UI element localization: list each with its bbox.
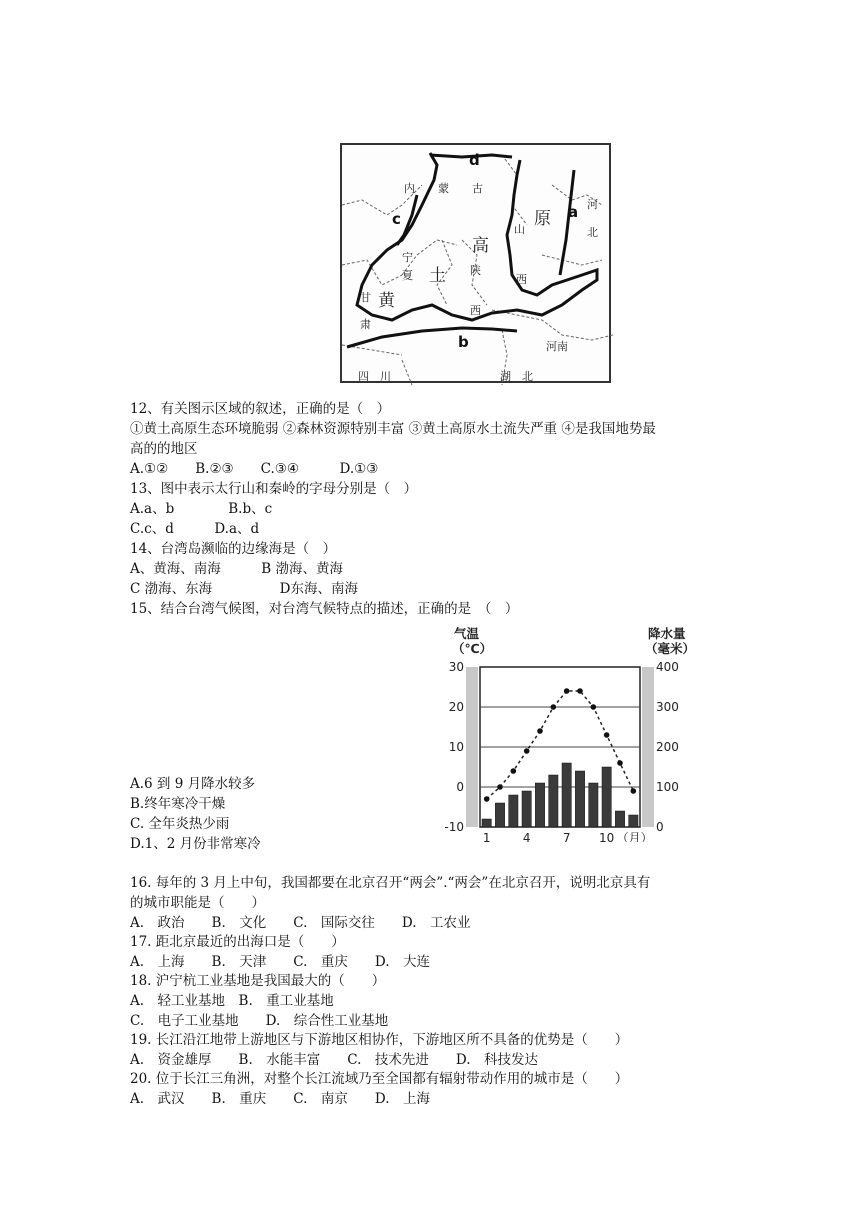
plateau-char-gao: 高 [472,236,489,256]
map-letter-a: a [568,203,579,221]
precip-tick-label: 200 [656,740,679,754]
q16-options: A. 政治 B. 文化 C. 国际交往 D. 工农业 [130,915,471,931]
precip-tick-label: 0 [656,820,664,834]
x-tick-label: 10 [599,831,615,842]
map-label-henan: 河南 [546,340,568,353]
precip-bar [535,783,544,827]
precip-bar [589,783,598,827]
temp-tick-label: 30 [448,660,464,674]
precip-bar [509,795,518,827]
temperature-point [484,796,490,802]
q15-option-a: A.6 到 9 月降水较多 [130,776,256,792]
q20-options: A. 武汉 B. 重庆 C. 南京 D. 上海 [130,1091,431,1107]
map-label-su: 肃 [360,318,371,331]
q15-option-b: B.终年寒冷干燥 [130,796,226,812]
q18-options-1: A. 轻工业基地 B. 重工业基地 [130,993,334,1009]
plateau-char-tu: 土 [429,266,446,286]
map-label-hebei-he: 河 [587,198,598,211]
map-label-nei: 内 [404,182,415,195]
x-tick-label: 1 [482,831,491,842]
q14-options-2: C 渤海、东海 D东海、南海 [130,581,358,597]
q13-options-2: C.c、d D.a、d [130,521,260,537]
temp-tick-label: 10 [448,740,464,754]
right-axis-strip [642,667,654,827]
temperature-point [617,760,623,766]
temperature-point [524,748,530,754]
precip-bar [602,767,611,827]
map-label-ning: 宁 [402,251,413,264]
precip-tick-label: 300 [656,700,679,714]
q15-option-c: C. 全年炎热少雨 [130,816,230,832]
temp-tick-label: 20 [448,700,464,714]
q18-options-2: C. 电子工业基地 D. 综合性工业基地 [130,1013,389,1029]
q17-stem: 17. 距北京最近的出海口是（ ） [130,934,345,950]
temperature-point [511,768,517,774]
q16-stem-1: 16. 每年的 3 月上中旬，我国都要在北京召开“两会”.“两会”在北京召开，说明北京具有 [130,875,651,891]
q12-line2: 高的的地区 [130,441,198,457]
climate-chart-svg [440,627,698,842]
map-label-hubei: 湖 北 [500,370,533,383]
map-label-hebei-bei: 北 [587,226,598,239]
q14-options-1: A、黄海、南海 B 渤海、黄海 [130,561,343,577]
map-label-xia: 夏 [402,269,413,282]
temp-axis-title: 气温 [454,626,480,641]
temperature-point [631,788,637,794]
precip-bar [549,775,558,827]
temperature-point [577,688,583,694]
q12-stem: 12、有关图示区域的叙述，正确的是（ ） [130,401,391,417]
map-label-shanxi-shan: 山 [514,223,525,236]
temp-tick-label: -10 [444,820,464,834]
precip-tick-label: 400 [656,660,679,674]
x-unit-label: （月） [616,831,653,842]
precip-bar [482,819,491,827]
x-tick-label: 4 [522,831,531,842]
temperature-point [604,732,610,738]
q15-stem: 15、结合台湾气候图，对台湾气候特点的描述，正确的是 （ ） [130,601,519,617]
q12-line1: ①黄土高原生态环境脆弱 ②森林资源特别丰富 ③黄土高原水土流失严重 ④是我国地势最 [130,421,656,437]
map-label-gu: 古 [472,182,483,195]
plateau-char-yuan: 原 [534,209,551,229]
taiwan-climate-chart [440,627,698,842]
temperature-point [551,704,557,710]
map-label-gan: 甘 [360,291,371,304]
temperature-point [497,784,503,790]
map-letter-d: d [469,151,480,169]
temperature-point [537,728,543,734]
q13-options-1: A.a、b B.b、c [130,501,273,517]
region-map [340,143,611,383]
x-tick-label: 7 [562,831,571,842]
q16-stem-2: 的城市职能是（ ） [130,895,265,911]
map-label-shanxi-xi: 西 [516,273,527,286]
precip-bar [629,815,638,827]
q18-stem: 18. 沪宁杭工业基地是我国最大的（ ） [130,973,386,989]
q12-options: A.①② B.②③ C.③④ D.①③ [130,461,379,477]
map-label-meng: 蒙 [438,182,449,195]
temperature-point [564,688,570,694]
q14-stem: 14、台湾岛濒临的边缘海是（ ） [130,541,337,557]
temp-tick-label: 0 [456,780,464,794]
precip-bar [495,803,504,827]
q19-stem: 19. 长江沿江地带上游地区与下游地区相协作，下游地区所不具备的优势是（ ） [130,1032,629,1048]
precip-tick-label: 100 [656,780,679,794]
plateau-char-huang: 黄 [378,291,395,311]
precip-bar [522,791,531,827]
left-axis-strip [466,667,478,827]
map-letter-b: b [458,333,469,351]
precip-bar [615,811,624,827]
q20-stem: 20. 位于长江三角洲，对整个长江流域乃至全国都有辐射带动作用的城市是（ ） [130,1071,629,1087]
q17-options: A. 上海 B. 天津 C. 重庆 D. 大连 [130,954,431,970]
temp-axis-unit: （℃） [452,641,493,656]
map-label-sichuan: 四 川 [358,370,391,383]
precip-bar [562,763,571,827]
precip-axis-title: 降水量 [648,626,686,641]
q19-options: A. 资金雄厚 B. 水能丰富 C. 技术先进 D. 科技发达 [130,1052,539,1068]
q15-option-d: D.1、2 月份非常寒冷 [130,836,261,852]
precip-bar [575,771,584,827]
map-letter-c: c [392,210,401,228]
temperature-point [591,704,597,710]
map-label-shaan: 陕 [470,264,481,277]
precip-axis-unit: （毫米） [645,641,696,656]
q13-stem: 13、图中表示太行山和秦岭的字母分别是（ ） [130,481,418,497]
map-label-shaanxi-xi: 西 [470,304,481,317]
